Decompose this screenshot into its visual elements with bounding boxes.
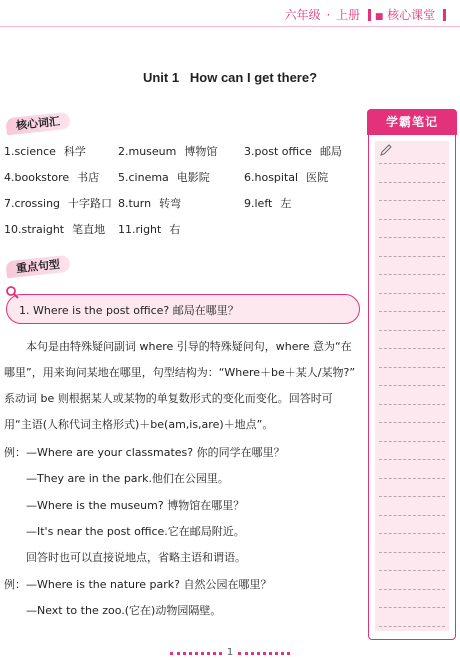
note-line bbox=[379, 441, 445, 442]
note-line bbox=[379, 570, 445, 571]
note-line bbox=[379, 256, 445, 257]
key-sentence-box bbox=[6, 294, 360, 324]
section-label: 核心课堂 bbox=[387, 8, 436, 22]
note-line bbox=[379, 496, 445, 497]
note-line bbox=[379, 626, 445, 627]
vocab-item: 11.right 右 bbox=[118, 223, 181, 236]
note-line bbox=[379, 182, 445, 183]
term-label: 上册 bbox=[336, 8, 361, 22]
page-header bbox=[285, 6, 446, 23]
note-line bbox=[379, 348, 445, 349]
note-line bbox=[379, 367, 445, 368]
key-sentence: 1. Where is the post office? 邮局在哪里？ bbox=[19, 304, 239, 317]
note-line bbox=[379, 385, 445, 386]
notes-area[interactable] bbox=[375, 141, 449, 631]
example-line: —Where is the museum? 博物馆在哪里？ bbox=[4, 499, 245, 512]
note-line bbox=[379, 552, 445, 553]
vocab-item: 7.crossing 十字路口 bbox=[4, 197, 113, 210]
header-end-bar bbox=[443, 9, 446, 21]
example-line: 回答时也可以直接说地点，省略主语和谓语。 bbox=[4, 551, 246, 564]
note-line bbox=[379, 589, 445, 590]
note-line bbox=[379, 404, 445, 405]
note-line bbox=[379, 478, 445, 479]
vocab-item: 6.hospital 医院 bbox=[244, 171, 329, 184]
page-title: Unit 1 How can I get there? bbox=[142, 70, 318, 85]
vocab-section-tag: 核心词汇 bbox=[5, 112, 70, 136]
header-dot: · bbox=[326, 8, 331, 22]
page-number-ornament-right bbox=[238, 652, 290, 659]
note-line bbox=[379, 293, 445, 294]
vocab-item: 9.left 左 bbox=[244, 197, 292, 210]
sentence-section-tag: 重点句型 bbox=[5, 255, 70, 279]
example-line: 例：—Where are your classmates? 你的同学在哪里？ bbox=[4, 446, 285, 459]
note-line bbox=[379, 274, 445, 275]
vocab-item: 2.museum 博物馆 bbox=[118, 145, 218, 158]
note-line bbox=[379, 330, 445, 331]
explanation-line: 用“主语(人称代词主格形式)＋be(am,is,are)＋地点”。 bbox=[4, 418, 274, 431]
explanation-line: 系动词 be 则根据某人或某物的单复数形式的变化而变化。回答时可 bbox=[4, 392, 333, 405]
note-line bbox=[379, 515, 445, 516]
vocab-item: 3.post office 邮局 bbox=[244, 145, 342, 158]
note-line bbox=[379, 200, 445, 201]
note-line bbox=[379, 607, 445, 608]
notes-title: 学霸笔记 bbox=[367, 109, 457, 135]
note-line bbox=[379, 533, 445, 534]
vocab-item: 1.science 科学 bbox=[4, 145, 86, 158]
example-line: —Next to the zoo.(它在)动物园隔壁。 bbox=[4, 604, 222, 617]
header-divider bbox=[368, 9, 371, 21]
header-rule bbox=[0, 26, 460, 27]
note-line bbox=[379, 459, 445, 460]
explanation-line: 本句是由特殊疑问副词 where 引导的特殊疑问句，where 意为“在 bbox=[4, 340, 352, 353]
page-number: 1 bbox=[226, 647, 234, 658]
square-icon: ■ bbox=[374, 12, 384, 22]
explanation-paragraph bbox=[4, 334, 360, 438]
example-line: 例：—Where is the nature park? 自然公园在哪里？ bbox=[4, 578, 272, 591]
note-line bbox=[379, 237, 445, 238]
magnifier-icon bbox=[5, 285, 19, 299]
notes-panel bbox=[368, 110, 456, 640]
note-line bbox=[379, 422, 445, 423]
note-line bbox=[379, 219, 445, 220]
pencil-icon bbox=[379, 143, 393, 157]
vocab-item: 4.bookstore 书店 bbox=[4, 171, 100, 184]
vocab-item: 10.straight 笔直地 bbox=[4, 223, 106, 236]
vocab-item: 8.turn 转弯 bbox=[118, 197, 182, 210]
explanation-line: 哪里”，用来询问某地在哪里，句型结构为：“Where＋be＋某人/某物?” bbox=[4, 366, 356, 379]
note-line bbox=[379, 311, 445, 312]
example-line: —They are in the park.他们在公园里。 bbox=[4, 472, 229, 485]
grade-label: 六年级 bbox=[284, 8, 321, 22]
vocab-item: 5.cinema 电影院 bbox=[118, 171, 210, 184]
example-line: —It's near the post office.它在邮局附近。 bbox=[4, 525, 245, 538]
note-line bbox=[379, 163, 445, 164]
